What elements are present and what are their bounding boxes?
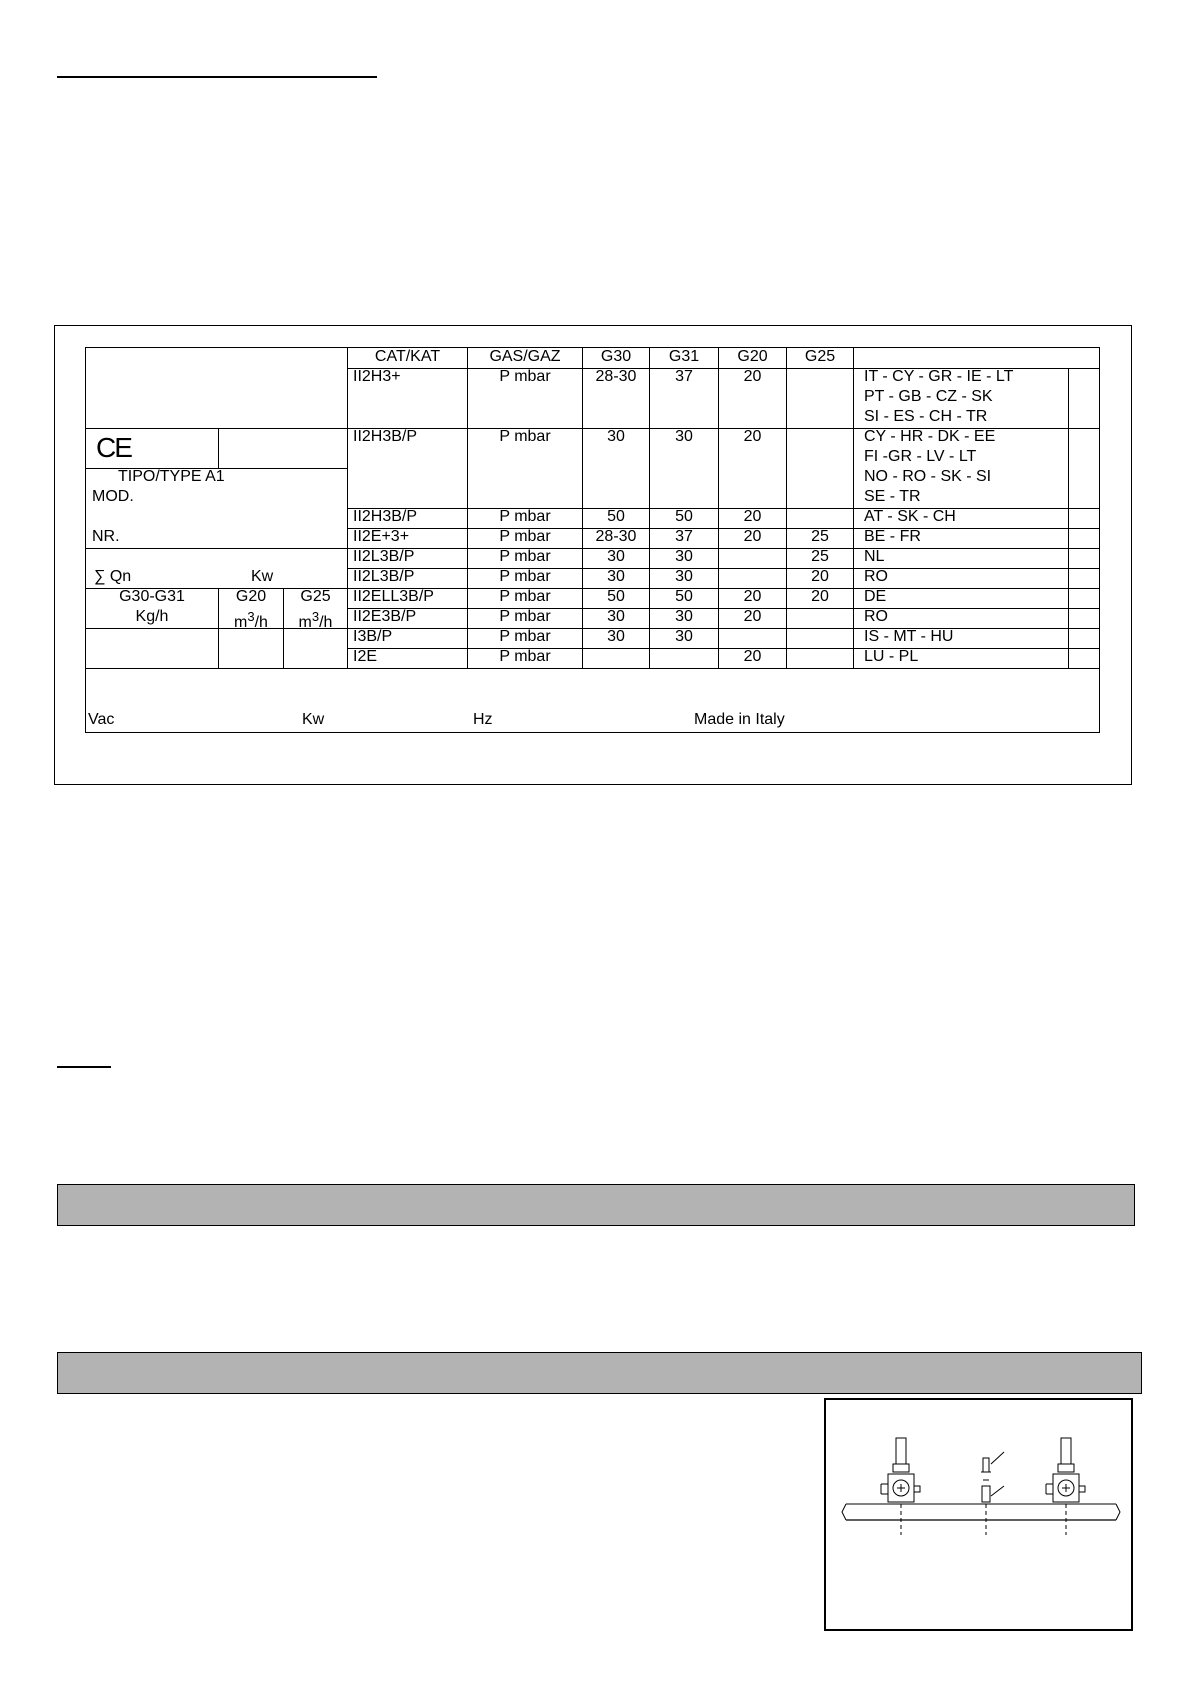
table-row-g20: 20	[743, 608, 762, 625]
header-g20: G20	[737, 348, 768, 365]
table-row-g25: 20	[811, 568, 829, 585]
table-row-countries: AT - SK - CH	[864, 508, 956, 525]
table-row-cat: II2H3B/P	[353, 428, 418, 445]
table-row-g31: 30	[675, 568, 693, 585]
table-row-countries: IS - MT - HU	[864, 628, 954, 645]
table-row-gas: P mbar	[499, 608, 551, 625]
g25-unit: $m^3/h$	[298, 609, 333, 631]
kgh-label: Kg/h	[135, 608, 169, 625]
table-row-g31: 30	[675, 428, 693, 445]
made-in-italy-label: Made in Italy	[694, 711, 785, 728]
table-row-cat: II2H3+	[353, 368, 401, 385]
table-row-g31: 30	[675, 608, 693, 625]
table-row-countries: SE - TR	[864, 488, 921, 505]
table-row-cat: II2E3B/P	[353, 608, 417, 625]
table-row-g30: 28-30	[595, 368, 637, 385]
g20-label: G20	[235, 588, 267, 605]
table-row-g30: 50	[607, 508, 625, 525]
table-row-g25: 25	[811, 548, 829, 565]
table-row-gas: P mbar	[499, 628, 551, 645]
table-row-countries: NO - RO - SK - SI	[864, 468, 992, 485]
nr-label: NR.	[92, 528, 120, 545]
header-g30: G30	[600, 348, 632, 365]
table-row-countries: BE - FR	[864, 528, 921, 545]
header-g25: G25	[804, 348, 836, 365]
header-cat: CAT/KAT	[374, 348, 441, 365]
vac-label: Vac	[88, 711, 115, 728]
table-row-g30: 30	[607, 608, 625, 625]
table-row-g31: 37	[675, 528, 693, 545]
table-row-g20: 20	[743, 648, 762, 665]
hz-label: Hz	[473, 711, 493, 728]
table-row-countries: RO	[864, 568, 888, 585]
table-row-g30: 30	[607, 628, 625, 645]
table-row-cat: II2L3B/P	[353, 568, 415, 585]
g30-g31-label: G30-G31	[119, 588, 185, 605]
table-row-g31: 37	[675, 368, 693, 385]
table-row-g20: 20	[743, 368, 762, 385]
table-row-countries: IT - CY - GR - IE - LT	[864, 368, 1014, 385]
table-row-g20: 20	[743, 428, 762, 445]
burner-diagram-box	[824, 1398, 1133, 1631]
table-row-g20: 20	[743, 588, 762, 605]
table-row-g30: 30	[607, 428, 625, 445]
table-row-g31: 50	[675, 508, 693, 525]
table-row-gas: P mbar	[499, 648, 551, 665]
section-bar-2	[57, 1352, 1142, 1394]
table-row-g30: 28-30	[595, 528, 637, 545]
table-row-cat: II2H3B/P	[353, 508, 418, 525]
table-row-countries: LU - PL	[864, 648, 919, 665]
table-row-g25: 20	[811, 588, 829, 605]
table-row-g30: 30	[607, 548, 625, 565]
table-row-gas: P mbar	[499, 428, 551, 445]
table-row-gas: P mbar	[499, 368, 551, 385]
rating-plate	[85, 347, 1100, 733]
table-row-cat: I3B/P	[353, 628, 393, 645]
table-row-countries: SI - ES - CH - TR	[864, 408, 988, 425]
table-row-countries: NL	[864, 548, 885, 565]
title-underline	[57, 76, 377, 78]
table-row-cat: II2L3B/P	[353, 548, 415, 565]
table-row-gas: P mbar	[499, 588, 551, 605]
mod-label: MOD.	[92, 488, 134, 505]
header-gas: GAS/GAZ	[489, 348, 561, 365]
table-row-g20: 20	[743, 508, 762, 525]
table-row-cat: I2E	[353, 648, 378, 665]
table-row-g31: 30	[675, 628, 693, 645]
burner-diagram	[826, 1400, 1131, 1629]
qn-label: ∑ Qn	[94, 568, 132, 585]
table-row-gas: P mbar	[499, 548, 551, 565]
section-bar-1	[57, 1184, 1135, 1226]
table-row-g31: 50	[675, 588, 693, 605]
header-g31: G31	[668, 348, 700, 365]
table-row-countries: CY - HR - DK - EE	[864, 428, 996, 445]
table-row-countries: PT - GB - CZ - SK	[864, 388, 993, 405]
table-row-g31: 30	[675, 548, 693, 565]
table-row-countries: DE	[864, 588, 887, 605]
tipo-label: TIPO/TYPE A1	[118, 468, 225, 485]
table-row-countries: RO	[864, 608, 888, 625]
table-row-g20: 20	[743, 528, 762, 545]
table-row-g30: 50	[607, 588, 625, 605]
kw-label: Kw	[251, 568, 274, 585]
g20-unit: $m^3/h$	[234, 609, 268, 631]
footer-kw-label: Kw	[302, 711, 325, 728]
note-underline	[57, 1066, 111, 1068]
table-row-gas: P mbar	[499, 508, 551, 525]
table-row-g30: 30	[607, 568, 625, 585]
table-row-cat: II2ELL3B/P	[353, 588, 434, 605]
table-row-countries: FI -GR - LV - LT	[864, 448, 977, 465]
table-row-g25: 25	[811, 528, 829, 545]
table-row-cat: II2E+3+	[353, 528, 410, 545]
ce-mark: CE	[96, 432, 131, 463]
table-row-gas: P mbar	[499, 528, 551, 545]
table-row-gas: P mbar	[499, 568, 551, 585]
g25-label: G25	[300, 588, 331, 605]
